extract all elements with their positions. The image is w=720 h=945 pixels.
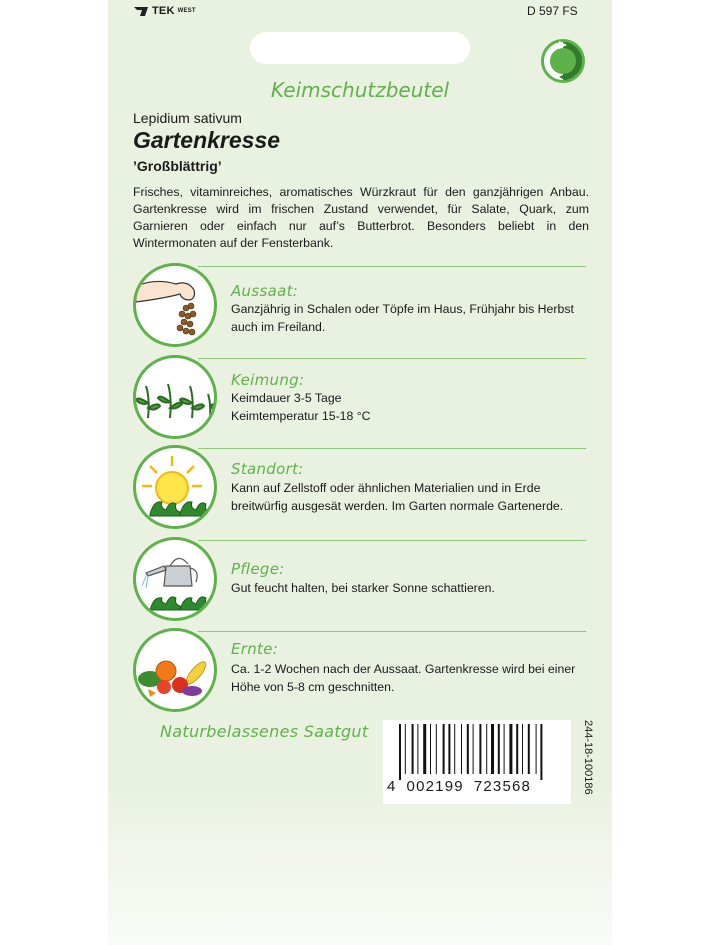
- section-title-standort: Standort:: [231, 460, 304, 478]
- section-text-aussaat: Ganzjährig in Schalen oder Töpfe im Haus, Frühjahr bis Herbst auch im Freiland.: [231, 302, 574, 334]
- barcode-bar: [412, 724, 414, 774]
- section-text-keimung-2: Keimtemperatur 15-18 °C: [231, 409, 371, 423]
- brand-sub: WEST: [177, 8, 196, 14]
- section-divider: [198, 448, 586, 449]
- barcode-bar: [454, 724, 455, 774]
- section-divider: [198, 358, 586, 359]
- lot-code-text: 244-18-100186: [582, 720, 594, 795]
- section-divider: [198, 266, 586, 267]
- barcode-bar: [405, 724, 406, 774]
- variety-name: ’Großblättrig’: [133, 158, 222, 174]
- barcode-bar: [467, 724, 469, 774]
- barcode-bar: [504, 724, 505, 774]
- harvest-vegetables-icon: [133, 628, 217, 712]
- brand-logo: [133, 5, 196, 17]
- barcode-bar: [479, 724, 481, 774]
- label-field: [250, 32, 470, 64]
- section-title-ernte: Ernte:: [231, 640, 279, 658]
- barcode-bar: [491, 724, 494, 774]
- barcode-bar: [399, 724, 401, 780]
- sowing-hand-icon: [133, 263, 217, 347]
- article-code: D 597 FS: [527, 4, 578, 18]
- barcode-bar: [430, 724, 431, 774]
- barcode-bar: [540, 724, 542, 780]
- barcode-bar: [516, 724, 518, 774]
- barcode-bar: [423, 724, 426, 774]
- packet-label: Keimschutzbeutel: [270, 78, 450, 102]
- section-text-pflege: Gut feucht halten, bei starker Sonne schattieren.: [231, 581, 495, 595]
- tek-logo-icon: [133, 5, 149, 17]
- barcode-bar: [448, 724, 450, 774]
- product-description: Frisches, vitaminreiches, aromatisches Würzkraut für den ganzjährigen Anbau. Gartenkresse wird im frischen Zustand verwendet, für Salate, Quark, zum Garnieren oder einfach nur auf’s Butterbrot. Besonders beliebt in den Wintermonaten auf der Fensterbank.: [133, 185, 589, 250]
- section-title-pflege: Pflege:: [231, 560, 285, 578]
- product-name: Gartenkresse: [133, 127, 281, 153]
- barcode-digit-prefix: 4: [387, 778, 397, 795]
- barcode-bar: [536, 724, 537, 774]
- barcode-bar: [498, 724, 500, 774]
- barcode-bar: [528, 724, 530, 774]
- section-title-keimung: Keimung:: [231, 371, 305, 389]
- barcode-bar: [522, 724, 523, 774]
- barcode-bars: [383, 720, 571, 780]
- section-divider: [198, 540, 586, 541]
- barcode-bar: [417, 724, 418, 774]
- barcode-bar: [436, 724, 437, 774]
- sun-icon: [133, 445, 217, 529]
- seedlings-icon: [133, 355, 217, 439]
- barcode: [383, 720, 571, 804]
- section-text-ernte: Ca. 1-2 Wochen nach der Aussaat. Gartenkresse wird bei einer Höhe von 5-8 cm geschnitten.: [231, 662, 576, 694]
- barcode-digits-left: 002199: [406, 778, 464, 795]
- watering-can-icon: [133, 537, 217, 621]
- lot-code: [578, 722, 592, 802]
- barcode-bar: [473, 724, 474, 774]
- barcode-bar: [486, 724, 487, 774]
- brand-name: TEK: [152, 5, 175, 17]
- natural-seed-claim: Naturbelassenes Saatgut: [160, 722, 369, 741]
- section-text-keimung-1: Keimdauer 3-5 Tage: [231, 391, 342, 405]
- section-divider: [198, 631, 586, 632]
- barcode-digits-right: 723568: [473, 778, 532, 795]
- section-title-aussaat: Aussaat:: [231, 282, 299, 300]
- latin-name: Lepidium sativum: [133, 110, 242, 126]
- barcode-bar: [461, 724, 462, 774]
- barcode-bar: [443, 724, 445, 774]
- section-text-standort: Kann auf Zellstoff oder ähnlichen Materialien und in Erde breitwürfig ausgesät werden. Im Garten normale Gartenerde.: [231, 481, 564, 513]
- barcode-bar: [509, 724, 512, 774]
